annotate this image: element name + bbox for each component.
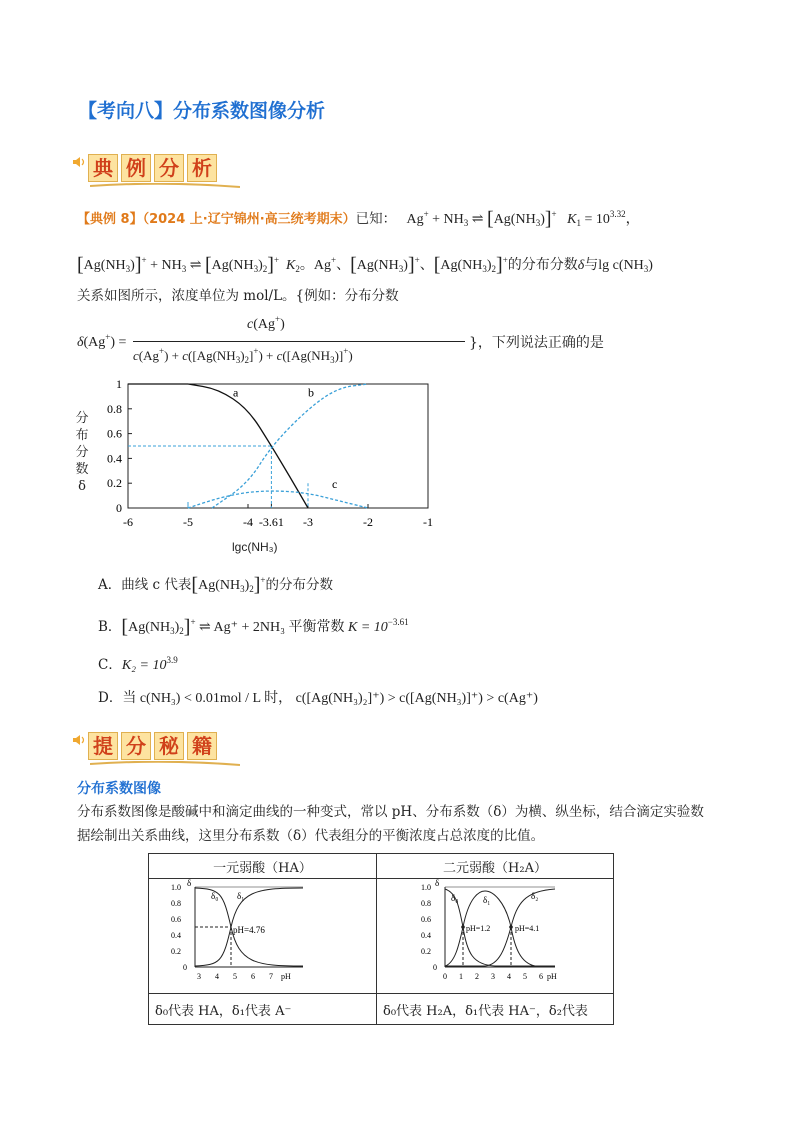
y-tick-label: 0.4 — [107, 451, 122, 466]
fig2-axis-delta: δ — [435, 879, 440, 888]
option-d — [98, 688, 538, 709]
fig2-label-d0: δ₀ — [451, 893, 459, 903]
option-a-complex: Ag(NH — [198, 578, 241, 593]
complex-1: Ag(NH — [493, 212, 536, 227]
y-tick-label: 0 — [116, 501, 122, 515]
option-label: C． — [98, 657, 122, 673]
x-tick-label: -5 — [183, 515, 193, 529]
fig1-xtick: 6 — [251, 972, 255, 981]
fig2-label-d1: δ₁ — [483, 895, 491, 905]
dist-text: 的分布分数 — [507, 258, 578, 273]
fig2-ytick: 0.4 — [421, 931, 431, 940]
tips-heading: 分布系数图像 — [77, 781, 161, 797]
ylabel-char: δ — [78, 479, 86, 494]
option-d-rel: c([Ag(NH₃)₂]⁺) > c([Ag(NH₃)]⁺) > c(Ag⁺) — [295, 691, 538, 706]
banner-char: 分 — [154, 154, 184, 182]
fig1-ytick: 0.6 — [171, 915, 181, 924]
option-c-k: K₂ = 10 — [121, 658, 167, 673]
tips-banner — [72, 728, 232, 768]
option-a: A．曲线 c 代表$[Ag(NH_3)_2]^+$的分布分数 — [98, 574, 333, 596]
option-label: B． — [98, 619, 122, 635]
col2-header: 二元弱酸（H₂A） — [377, 854, 614, 879]
fig1-label-d1: δ₁ — [237, 891, 245, 901]
speaker-icon — [72, 734, 86, 746]
example-tag: 【典例 8】（2024 上·辽宁锦州·高三统考期末） — [77, 212, 356, 227]
fig1-xtick: 7 — [269, 972, 273, 981]
fig2-xtick: 6 — [539, 972, 543, 981]
x-tick-label: -3.61 — [258, 515, 284, 529]
tips-para-1: 分布系数图像是酸碱中和滴定曲线的一种变式，常以 pH、分布系数（δ）为横、纵坐标，结合滴定实验数 — [77, 804, 704, 820]
fig2-ytick: 0.2 — [421, 947, 431, 956]
complex-2b: Ag(NH — [440, 258, 483, 273]
series-label-a: a — [233, 385, 239, 400]
complex-1c: Ag(NH — [356, 258, 399, 273]
chart-xlabel: lgc(NH₃) — [232, 540, 278, 554]
ylabel-char: 分 — [75, 411, 89, 426]
fig2-xtick: pH — [547, 972, 557, 981]
fig1-xtick: pH — [281, 972, 291, 981]
option-b-exp: −3.61 — [387, 617, 409, 627]
sep: 、 — [419, 258, 434, 273]
ag-species: Ag — [406, 212, 424, 227]
fig2-ytick: 0 — [433, 963, 437, 972]
banner-char: 例 — [121, 154, 151, 182]
example-line-1: 【典例 8】（2024 上·辽宁锦州·高三统考期末）已知： $Ag^+ + NH_3$ ⇌ $[Ag(NH_3)]^+$ $K_1 = 10^{3.32}$， — [77, 208, 640, 230]
option-b: B．$[Ag(NH_3)_2]^+$ ⇌ Ag⁺ + 2NH₃ 平衡常数 $K = 10^{-3.61}$ — [98, 616, 409, 638]
col2-caption: δ₀代表 H₂A，δ₁代表 HA⁻，δ₂代表 — [377, 994, 614, 1025]
section-title: 【考向八】分布系数图像分析 — [78, 100, 326, 122]
k2-label: K — [286, 258, 296, 273]
y-tick-label: 1 — [116, 377, 122, 391]
option-c — [98, 650, 178, 676]
fig1-ytick: 1.0 — [171, 883, 181, 892]
fig1-xtick: 3 — [197, 972, 201, 981]
known-label: 已知： — [355, 211, 397, 227]
banner-char: 籍 — [187, 732, 217, 760]
fig1-label-d0: δ₀ — [211, 891, 219, 901]
complex-1b: Ag(NH — [83, 258, 126, 273]
option-label: D． — [98, 690, 123, 706]
example-line-3: 关系如图所示，浓度单位为 mol/L。{例如：分布分数 — [77, 288, 399, 304]
k1-value: = 10 — [584, 212, 610, 227]
option-b-k: K = 10 — [347, 620, 388, 635]
banner-underline — [90, 761, 240, 767]
fig1-xtick: 4 — [215, 972, 219, 981]
fig1-ytick: 0.8 — [171, 899, 181, 908]
fig2-ytick: 1.0 — [421, 883, 431, 892]
banner-char: 秘 — [154, 732, 184, 760]
col1-header: 一元弱酸（HA） — [149, 854, 377, 879]
banner-char: 析 — [187, 154, 217, 182]
ylabel-char: 数 — [75, 462, 89, 477]
col1-caption: δ₀代表 HA，δ₁代表 A⁻ — [149, 994, 377, 1025]
x-tick-label: -4 — [243, 515, 253, 529]
y-tick-label: 0.2 — [107, 476, 122, 491]
fig2-xtick: 2 — [475, 972, 479, 981]
fig2-xtick: 1 — [459, 972, 463, 981]
fig1-ytick: 0.4 — [171, 931, 181, 940]
banner-underline — [90, 183, 240, 189]
fig2-xtick: 5 — [523, 972, 527, 981]
fig2-ytick: 0.8 — [421, 899, 431, 908]
ha-figure-cell — [149, 879, 377, 994]
sep: 、 — [336, 258, 351, 273]
delta-formula: δ(Ag+) = c(Ag+) $c(Ag^+) + c([Ag(NH_3)_2]^+) + c([Ag(NH_3)]^+)$ }，下列说法正确的是 — [77, 314, 604, 365]
example-line-2: $[Ag(NH_3)]^+ + NH_3$ ⇌ $[Ag(NH_3)_2]^+$ $K_2$。Ag+、$[Ag(NH_3)]^+$、$[Ag(NH_3)_2]^+$的分布分数δ与$\lg c(NH_3)$ — [77, 254, 653, 276]
k1-label: K — [567, 212, 577, 227]
k2-tail: 。Ag — [299, 258, 332, 273]
eq1-plus: + NH — [432, 212, 464, 227]
banner-char: 典 — [88, 154, 118, 182]
series-label-c: c — [332, 477, 338, 492]
fig1-ytick: 0 — [183, 963, 187, 972]
fig2-ytick: 0.6 — [421, 915, 431, 924]
reference-table — [148, 853, 614, 1025]
formula-tail: }，下列说法正确的是 — [469, 335, 604, 351]
h2a-figure-cell — [377, 879, 614, 994]
delta-symbol: δ — [577, 258, 585, 273]
h2a-distribution-figure — [377, 879, 613, 989]
option-d-text: 当 c(NH₃) < 0.01mol / L 时， — [122, 691, 293, 706]
x-tick-label: -3 — [303, 515, 313, 529]
y-tick-label: 0.6 — [107, 426, 122, 441]
option-b-text: ⇌ Ag⁺ + 2NH₃ 平衡常数 — [199, 620, 345, 635]
option-a-pre: 曲线 c 代表 — [121, 577, 192, 593]
series-label-b: b — [308, 385, 314, 400]
fig2-xtick: 3 — [491, 972, 495, 981]
k1-exp: 3.32 — [609, 209, 626, 219]
complex-2: Ag(NH — [211, 258, 254, 273]
fig1-axis-delta: δ — [187, 879, 192, 888]
y-tick-label: 0.8 — [107, 401, 122, 416]
option-a-post: 的分布分数 — [265, 577, 333, 593]
banner-char: 提 — [88, 732, 118, 760]
chart-ylabel — [74, 410, 90, 495]
fig2-pka1: pH=1.2 — [466, 924, 491, 933]
banner-char: 分 — [121, 732, 151, 760]
x-tick-label: -6 — [123, 515, 133, 529]
ylabel-char: 分 — [75, 445, 89, 460]
example-banner — [72, 150, 232, 190]
series-curve-c — [188, 491, 368, 508]
option-c-exp: 3.9 — [166, 655, 178, 665]
tips-para-2: 据绘制出关系曲线，这里分布系数（δ）代表组分的平衡浓度占总浓度的比值。 — [77, 828, 545, 844]
fig1-xtick: 5 — [233, 972, 237, 981]
ylabel-char: 布 — [75, 428, 89, 443]
fig1-ytick: 0.2 — [171, 947, 181, 956]
fig2-xtick: 0 — [443, 972, 447, 981]
ha-distribution-figure — [149, 879, 375, 989]
fig2-label-d2: δ₂ — [531, 891, 539, 901]
fig2-xtick: 4 — [507, 972, 511, 981]
option-b-complex: Ag(NH — [128, 620, 171, 635]
speaker-icon — [72, 156, 86, 168]
eq2-mid: + NH — [150, 258, 182, 273]
x-tick-label: -2 — [363, 515, 373, 529]
fig2-pka2: pH=4.1 — [515, 924, 540, 933]
option-label: A． — [98, 577, 122, 593]
fig1-pka: pH=4.76 — [233, 925, 265, 935]
lgc-text: lg c(NH — [598, 258, 644, 273]
distribution-chart — [70, 372, 470, 562]
x-tick-label: -1 — [423, 515, 433, 529]
with-text: 与 — [584, 258, 599, 273]
